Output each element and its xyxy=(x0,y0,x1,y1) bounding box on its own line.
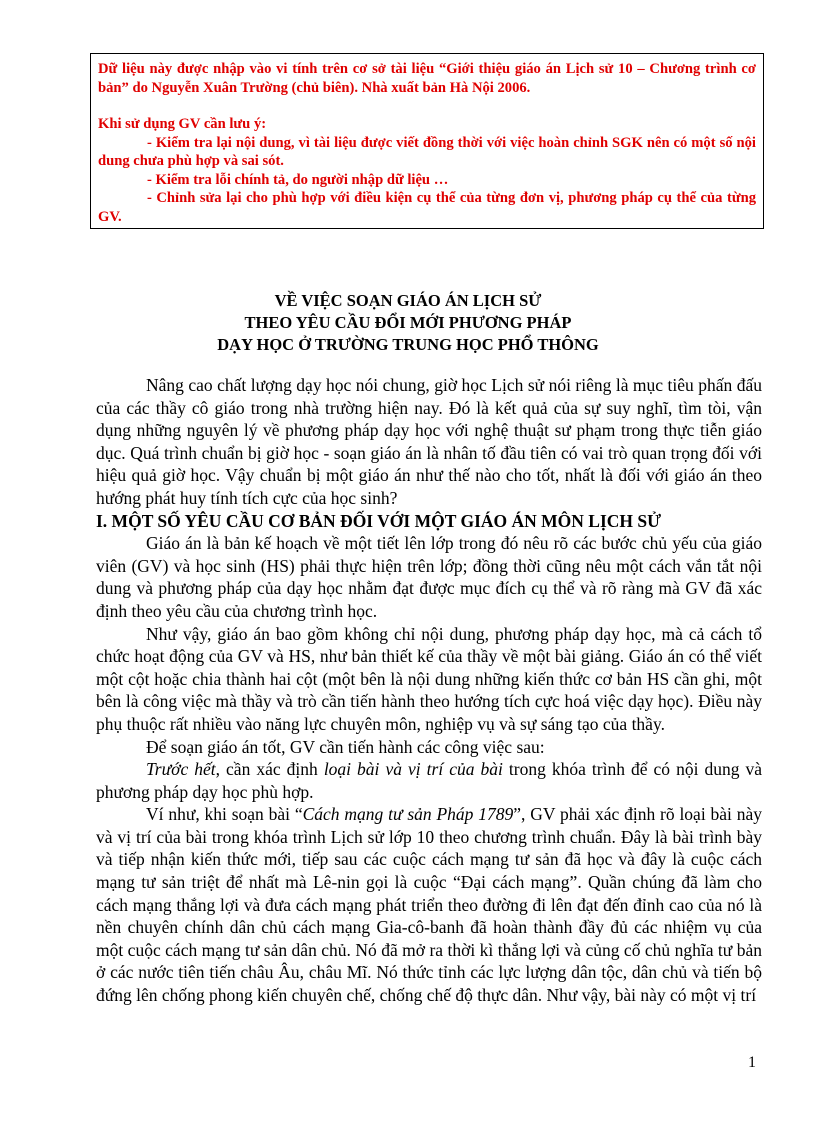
notice-caution-heading: Khi sử dụng GV cần lưu ý: xyxy=(98,116,267,132)
body-text: ”, GV phải xác định rõ loại bài này và vị trí của bài trong khóa trình Lịch sử lớp 10 theo chương trình chuẩn. Đây là bài trình bày và tiếp nhận kiến thức mới, tiếp sau các cuộc cách mạng tư sản đã học và đây là cuộc cách mạng tư sản triệt để nhất mà Lê-nin gọi là cuộc “Đại cách mạng”. Quần chúng đã làm cho cách mạng thắng lợi và đưa cách mạng phát triển theo đường đi lên đạt đến đỉnh cao của nó là nền chuyên chính dân chủ cách mạng Gia-cô-banh đã hoàn thành đầy đủ các nhiệm vụ của một cuộc cách mạng tư sản dân chủ. Nó đã mở ra thời kì thắng lợi và củng cố chủ nghĩa tư bản ở các nước tiên tiến châu Âu, châu Mĩ. Nó thức tỉnh các lực lượng dân tộc, dân chủ và tiến bộ đứng lên chống phong kiến chuyên chế, chống chế độ thực dân. Như vậy, bài này có một vị trí xyxy=(96,804,762,1006)
body-paragraph xyxy=(96,758,762,803)
document-title xyxy=(0,290,816,356)
notice-box xyxy=(90,53,764,229)
notice-item: - Kiểm tra lỗi chính tả, do người nhập dữ liệu … xyxy=(147,171,449,188)
notice-item: - Kiểm tra lại nội dung, vì tài liệu được viết đồng thời với việc hoàn chỉnh SGK nên có một số nội dung chưa phù hợp và sai sót. xyxy=(98,134,756,169)
title-line-3: DẠY HỌC Ở TRƯỜNG TRUNG HỌC PHỔ THÔNG xyxy=(217,335,599,354)
notice-item: - Chỉnh sửa lại cho phù hợp với điều kiện cụ thể của từng đơn vị, phương pháp cụ thể của từng GV. xyxy=(98,190,756,225)
body-paragraph xyxy=(96,803,762,1006)
body-text: , cần xác định xyxy=(215,759,324,780)
notice-source: Dữ liệu này được nhập vào vi tính trên cơ sở tài liệu “Giới thiệu giáo án Lịch sử 10 – Chương trình cơ bản” do Nguyễn Xuân Trường (chủ biên). Nhà xuất bản Hà Nội 2006. xyxy=(98,61,756,96)
emphasis-text: Trước hết xyxy=(146,759,216,780)
body-paragraph: Giáo án là bản kế hoạch về một tiết lên lớp trong đó nêu rõ các bước chủ yếu của giáo viên (GV) và học sinh (HS) phải thực hiện trên lớp; đồng thời cũng nêu một cách vắn tắt nội dung và phương pháp của dạy học nhằm đạt được mục đích cụ thể và rõ ràng mà GV đã xác định theo yêu cầu của chương trình học. xyxy=(96,533,762,621)
notice-gap xyxy=(98,97,756,115)
page-number: 1 xyxy=(748,1054,756,1071)
section-heading: I. MỘT SỐ YÊU CẦU CƠ BẢN ĐỐI VỚI MỘT GIÁO ÁN MÔN LỊCH SỬ xyxy=(96,510,662,531)
emphasis-text: loại bài và vị trí của bài xyxy=(323,759,503,780)
intro-paragraph: Nâng cao chất lượng dạy học nói chung, giờ học Lịch sử nói riêng là mục tiêu phấn đấu của các thầy cô giáo trong nhà trường hiện nay. Đó là kết quả của sự suy nghĩ, tìm tòi, vận dụng những nguyên lý về phương pháp dạy học với nghệ thuật sư phạm trong thực tiễn giáo dục. Quá trình chuẩn bị giờ học - soạn giáo án là nhân tố đầu tiên có vai trò quan trọng đối với hiệu quả giờ học. Vậy chuẩn bị một giáo án như thế nào cho tốt, nhất là đối với giáo án theo hướng phát huy tính tích cực của học sinh? xyxy=(96,375,762,508)
title-line-1: VỀ VIỆC SOẠN GIÁO ÁN LỊCH SỬ xyxy=(274,291,542,310)
body-text: Ví như, khi soạn bài “ xyxy=(146,804,303,825)
document-body xyxy=(96,374,762,1007)
title-line-2: THEO YÊU CẦU ĐỔI MỚI PHƯƠNG PHÁP xyxy=(244,313,572,332)
body-paragraph: Để soạn giáo án tốt, GV cần tiến hành các công việc sau: xyxy=(146,736,545,757)
body-paragraph: Như vậy, giáo án bao gồm không chỉ nội dung, phương pháp dạy học, mà cả cách tổ chức hoạt động của GV và HS, như bản thiết kế của thầy về một bài giảng. Giáo án có thể viết một cột hoặc chia thành hai cột (một bên là nội dung những kiến thức cơ bản HS cần ghi, một bên là công việc mà thầy và trò cần tiến hành theo hướng tích cực hoá việc dạy học). Điều này phụ thuộc rất nhiều vào năng lực chuyên môn, nghiệp vụ và sự sáng tạo của thầy. xyxy=(96,623,762,734)
body-text: trong khóa trình để có nội dung và phương pháp dạy học phù hợp. xyxy=(96,759,763,802)
emphasis-text: Cách mạng tư sản Pháp 1789 xyxy=(302,804,514,825)
